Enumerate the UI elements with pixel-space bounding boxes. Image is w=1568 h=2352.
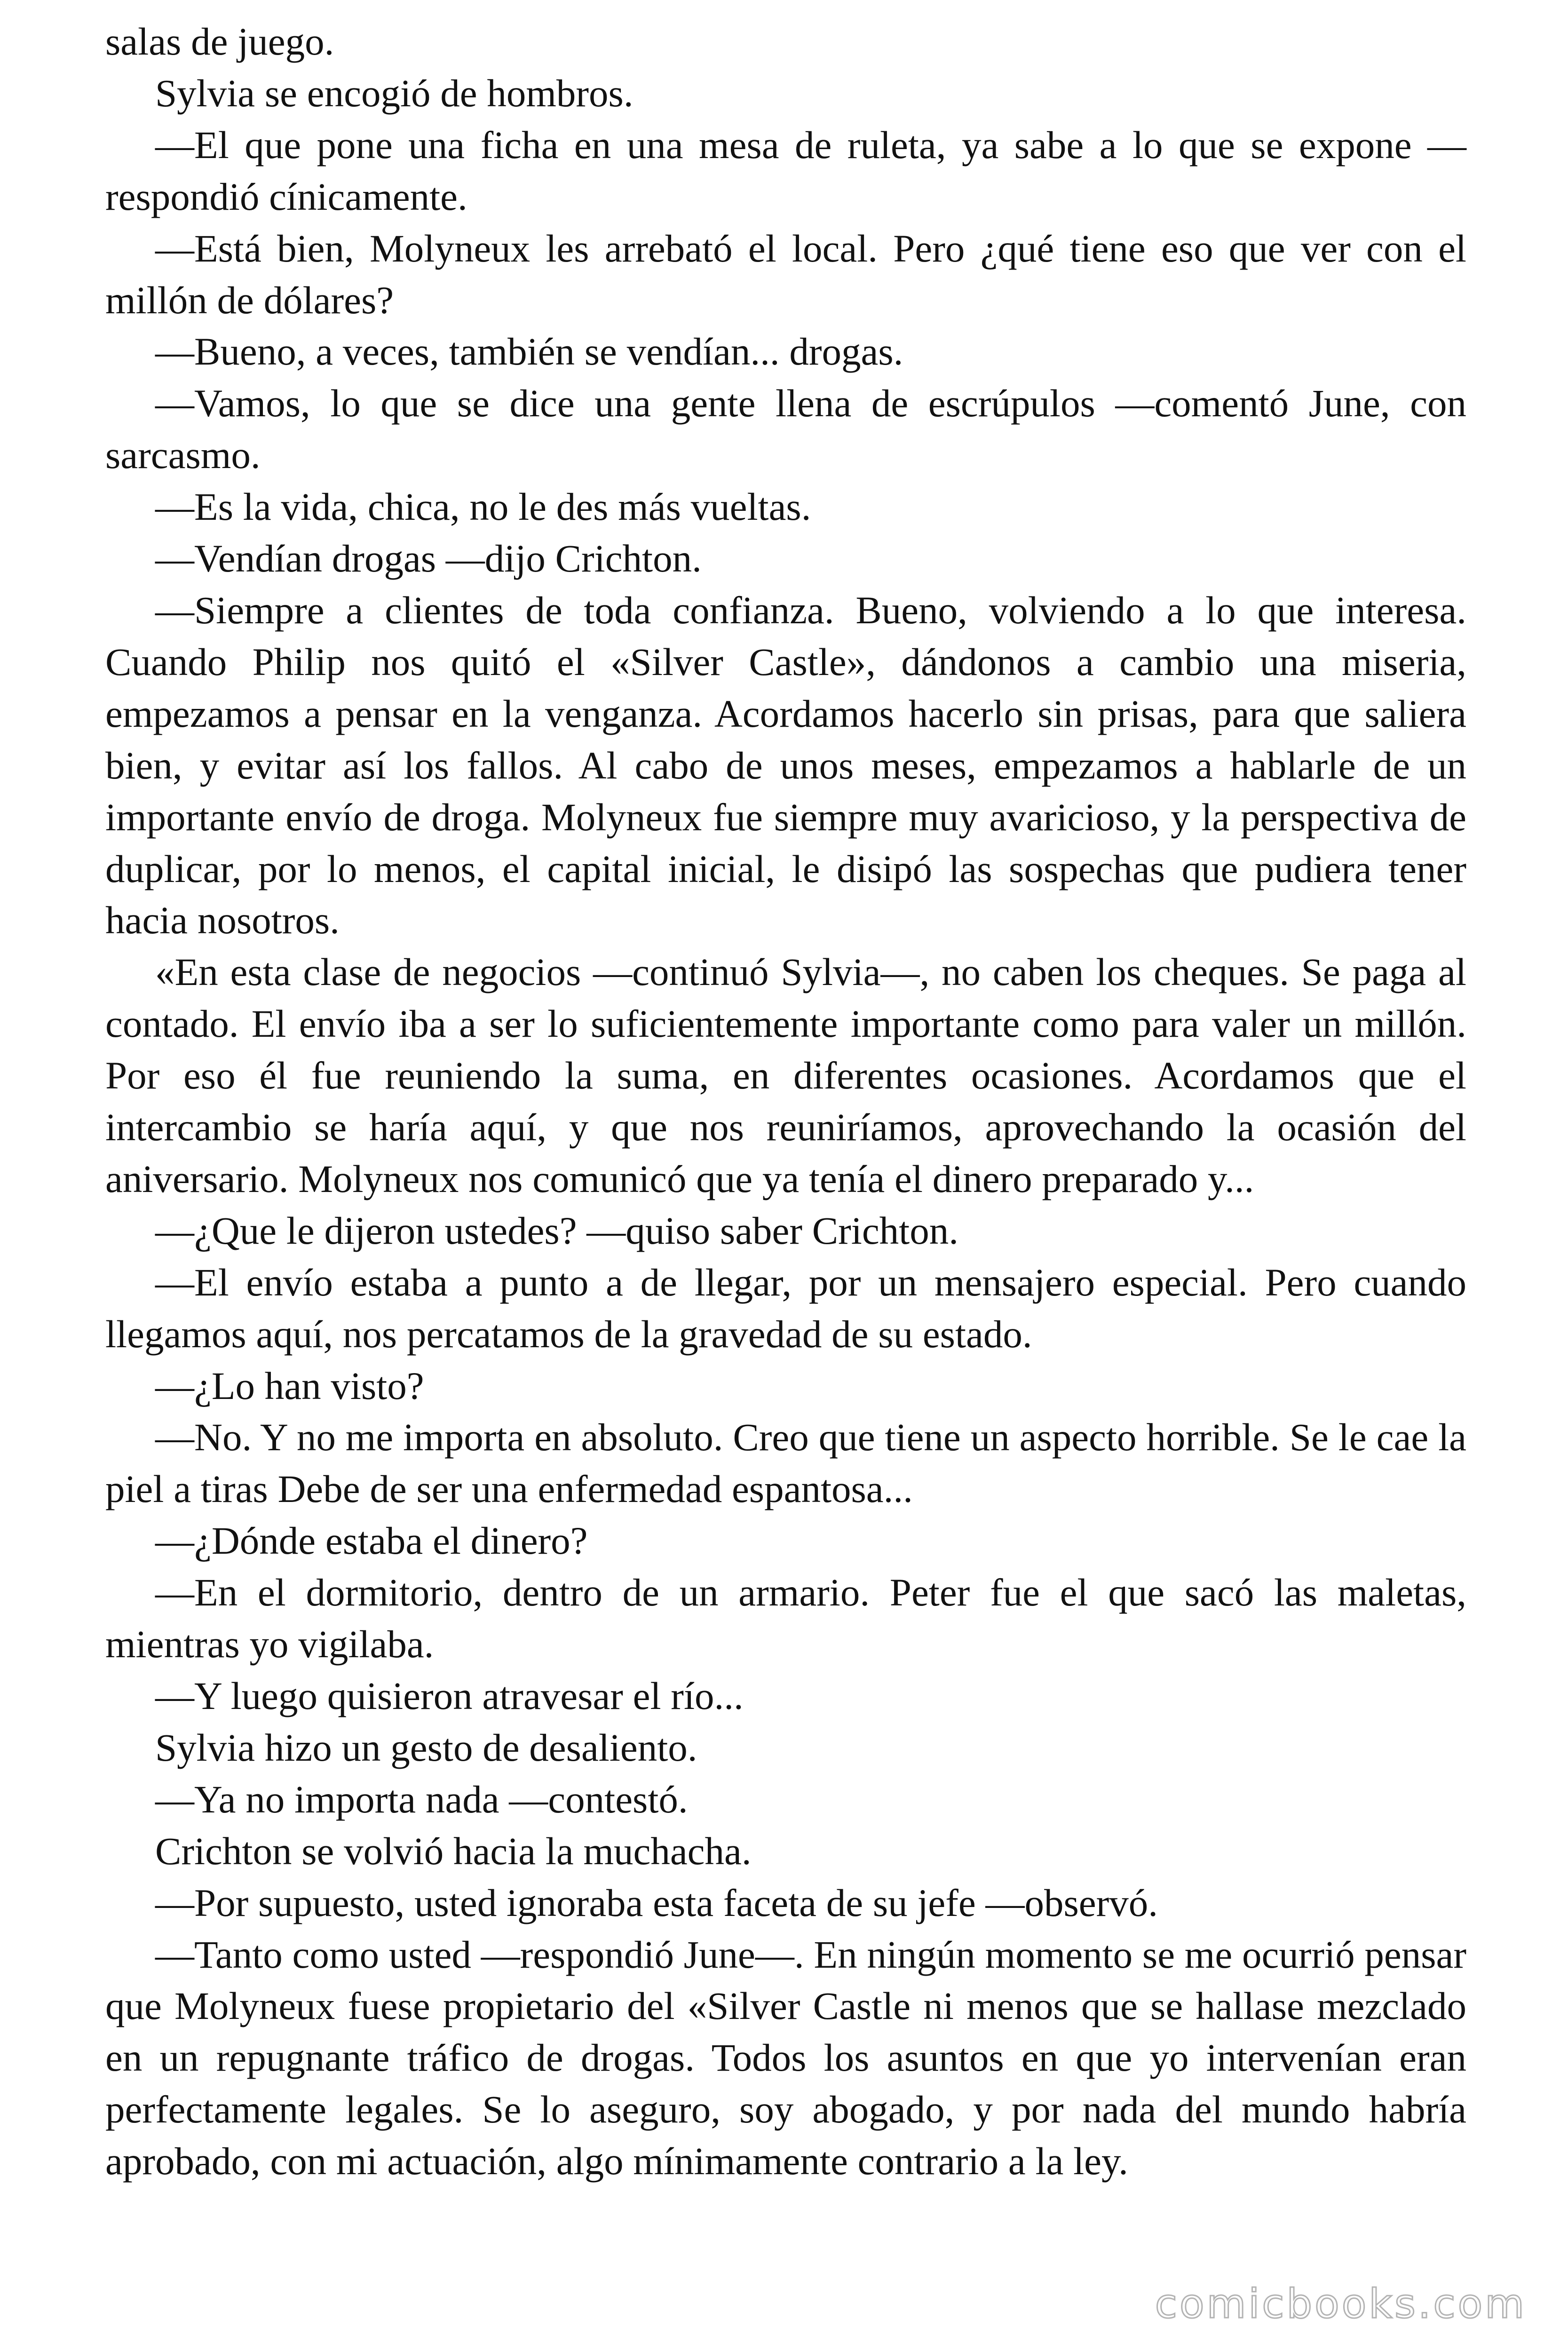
paragraph: —El envío estaba a punto a de llegar, por un mensajero especial. Pero cuando llegamos aquí, nos percatamos de la gravedad de su estado.: [105, 1260, 1466, 1356]
paragraph: —En el dormitorio, dentro de un armario. Peter fue el que sacó las maletas, mientras yo vigilaba.: [105, 1571, 1466, 1666]
paragraph: Sylvia se encogió de hombros.: [155, 71, 634, 115]
paragraph: —Es la vida, chica, no le des más vueltas.: [155, 485, 811, 529]
paragraph: —¿Lo han visto?: [155, 1364, 424, 1407]
paragraph: —¿Que le dijeron ustedes? —quiso saber Crichton.: [155, 1208, 958, 1252]
paragraph: —Por supuesto, usted ignoraba esta faceta de su jefe —observó.: [155, 1881, 1158, 1924]
paragraph: —El que pone una ficha en una mesa de ruleta, ya sabe a lo que se expone —respondió cínicamente.: [105, 123, 1466, 218]
watermark: comicbooks.com: [1155, 2280, 1527, 2328]
paragraph: —Ya no importa nada —contestó.: [155, 1777, 688, 1821]
paragraph: salas de juego.: [105, 20, 334, 63]
paragraph: —No. Y no me importa en absoluto. Creo que tiene un aspecto horrible. Se le cae la piel a tiras Debe de ser una enfermedad espantosa...: [105, 1415, 1466, 1511]
paragraph: —Y luego quisieron atravesar el río...: [155, 1674, 744, 1717]
paragraph: —Vamos, lo que se dice una gente llena de escrúpulos —comentó June, con sarcasmo.: [105, 381, 1466, 477]
paragraph: «En esta clase de negocios —continuó Sylvia—, no caben los cheques. Se paga al contado. El envío iba a ser lo suficientemente importante como para valer un millón. Por eso él fue reuniendo la suma, en diferentes ocasiones. Acordamos que el intercambio se haría aquí, y que nos reuniríamos, aprovechando la ocasión del aniversario. Molyneux nos comunicó que ya tenía el dinero preparado y...: [105, 950, 1466, 1200]
paragraph: —Bueno, a veces, también se vendían... drogas.: [155, 330, 903, 373]
paragraph: —Vendían drogas —dijo Crichton.: [155, 537, 702, 580]
paragraph: —Está bien, Molyneux les arrebató el local. Pero ¿qué tiene eso que ver con el millón de dólares?: [105, 226, 1466, 322]
paragraph: —Tanto como usted —respondió June—. En ningún momento se me ocurrió pensar que Molyneux fuese propietario del «Silver Castle ni menos que se hallase mezclado en un repugnante tráfico de drogas. Todos los asuntos en que yo intervenían eran perfectamente legales. Se lo aseguro, soy abogado, y por nada del mundo habría aprobado, con mi actuación, algo mínimamente contrario a la ley.: [105, 1932, 1466, 2183]
paragraph: —Siempre a clientes de toda confianza. Bueno, volviendo a lo que interesa. Cuando Philip nos quitó el «Silver Castle», dándonos a cambio una miseria, empezamos a pensar en la venganza. Acordamos hacerlo sin prisas, para que saliera bien, y evitar así los fallos. Al cabo de unos meses, empezamos a hablarle de un importante envío de droga. Molyneux fue siempre muy avaricioso, y la perspectiva de duplicar, por lo menos, el capital inicial, le disipó las sospechas que pudiera tener hacia nosotros.: [105, 588, 1466, 942]
paragraph: —¿Dónde estaba el dinero?: [155, 1519, 588, 1563]
paragraph: Crichton se volvió hacia la muchacha.: [155, 1829, 752, 1873]
page-body: [105, 16, 1466, 2187]
paragraph: Sylvia hizo un gesto de desaliento.: [155, 1725, 697, 1769]
